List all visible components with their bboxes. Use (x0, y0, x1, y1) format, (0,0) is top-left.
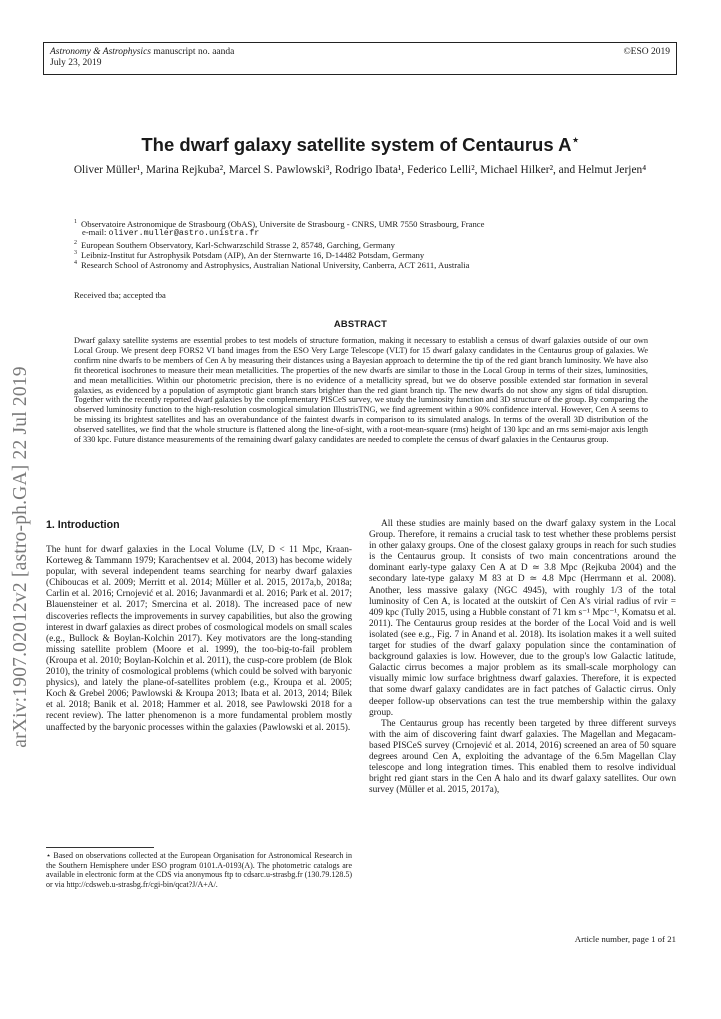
affiliation-4 (74, 258, 674, 270)
journal-line (50, 47, 234, 58)
left-column (46, 545, 352, 734)
affiliation-text: Research School of Astronomy and Astrophysics, Australian National University, Canberra, ACT 2611, Australia (81, 259, 470, 270)
affiliation-text: Leibniz-Institut fur Astrophysik Potsdam (AIP), An der Sternwarte 16, D-14482 Potsdam, Germany (81, 249, 425, 260)
abstract-heading: ABSTRACT (333, 318, 388, 329)
paper-title (0, 132, 721, 156)
arxiv-identifier[interactable]: arXiv:1907.02012v2 [astro-ph.GA] 22 Jul 2019 (10, 366, 31, 748)
running-header-box (43, 42, 677, 75)
paragraph: The Centaurus group has recently been targeted by three different surveys with the aim of discovering faint dwarf galaxies. The Magellan and Megacam-based PISCeS survey (Crnojević et al. 2014, 2016) screened an area of 50 square degrees around Cen A, exploiting the advantage of the 6.5m Magellan Clay telescope and long integration times. This enabled them to resolve individual bright red giant stars in the Cen A halo and its dwarf galaxy satellites. Our own survey (Müller et al. 2015, 2017a), (369, 718, 676, 796)
paper-title-text: The dwarf galaxy satellite system of Centaurus A (141, 134, 572, 156)
affiliation-number: 4 (74, 260, 77, 266)
footnote-text: ⋆ Based on observations collected at the European Organisation for Astronomical Research in the Southern Hemisphere under ESO program 0101.A-0193(A). The photometric catalogs are available in electronic form at the CDS via anonymous ftp to cdsarc.u-strasbg.fr (130.79.128.5) or via http://cdsweb.u-strasbg.fr/cgi-bin/qcat?J/A+A/. (46, 851, 352, 889)
right-column (369, 519, 676, 796)
affiliation-number: 1 (74, 219, 77, 225)
email-address[interactable]: oliver.muller@astro.unistra.fr (108, 228, 260, 238)
email-label: e-mail: (82, 227, 109, 237)
copyright-notice: ©ESO 2019 (623, 47, 670, 57)
title-footnote-mark: ⋆ (571, 132, 580, 147)
abstract-text: Dwarf galaxy satellite systems are essential probes to test models of structure formation, making it necessary to establish a census of dwarf galaxies outside of our own Local Group. We present deep FORS2 VI band images from the ESO Very Large Telescope (VLT) for 15 dwarf galaxy candidates in the Centaurus group of galaxies. We confirm nine dwarfs to be members of Cen A by measuring their distances using a Bayesian approach to determine the tip of the red giant branch luminosity. We have also fit theoretical isochrones to measure their mean metallicities. The properties of the new dwarfs are similar to those in the Local Group in terms of their sizes, luminosities, and mean metallicities. Within our photometric precision, there is no evidence of a metallicity spread, but we do observe possible extended star formation in several galaxies, as evidenced by a population of asymptotic giant branch stars brighter than the red giant branch tip. The new dwarfs do not show any signs of tidal disruption. Together with the recently reported dwarf galaxies by the complementary PISCeS survey, we study the luminosity function and 3D structure of the group. By comparing the observed luminosity function to the high-resolution cosmological simulation IllustrisTNG, we find agreement within a 90% confidence interval. However, Cen A seems to be missing its brightest satellites and has an overabundance of the faintest dwarfs in comparison to its simulated analogs. In terms of the overall 3D distribution of the observed satellites, we find that the whole structure is flattened along the line-of-sight, with a root-mean-square (rms) height of 130 kpc and an rms semi-major axis length of 330 kpc. Future distance measurements of the remaining dwarf galaxy candidates are needed to complete the census of dwarf galaxies in the Centaurus group. (74, 336, 648, 445)
footnote-divider (46, 847, 154, 848)
paragraph: All these studies are mainly based on the dwarf galaxy system in the Local Group. Therefore, it remains a crucial task to test whether these problems persist in other galaxy groups. One of the closest galaxy groups in reach for such studies is the Centaurus group. It consists of two main concentrations around the dominant early-type galaxy Cen A at D ≃ 3.8 Mpc (Rejkuba 2004) and the secondary late-type galaxy M 83 at D ≃ 4.8 Mpc (Herrmann et al. 2008). Another, less massive galaxy (NGC 4945), with roughly 1/3 of the total luminosity of Cen A, is located at the outskirt of Cen A's virial radius of rvir = 409 kpc (Tully 2015, using a Hubble constant of 71 km s⁻¹ Mpc⁻¹, Komatsu et al. 2011). The Centaurus group resides at the border of the Local Void and is well isolated (see e.g., Fig. 7 in Anand et al. 2018). Its isolation makes it a well suited target for studies of the dwarf galaxy population since the contamination of background galaxies is low. However, due to the group's low Galactic latitude, Galactic cirrus becomes a major problem as its small-scale morphology can visually mimic low surface brightness dwarf galaxies. Therefore, it is expected that some dwarf galaxy candidates are in fact patches of Galactic cirrus. Only deeper follow-up observations can test the true membership within the galaxy group. (369, 519, 676, 718)
paragraph: The hunt for dwarf galaxies in the Local Volume (LV, D < 11 Mpc, Kraan-Korteweg & Tammann 1979; Karachentsev et al. 2004, 2013) has become widely popular, with several independent teams searching for nearby dwarf galaxies (Chiboucas et al. 2009; Merritt et al. 2014; Müller et al. 2015, 2017a,b, 2018a; Carlin et al. 2016; Crnojević et al. 2016; Javanmardi et al. 2016; Park et al. 2017; Blauensteiner et al. 2017; Smercina et al. 2018). The increased pace of new discoveries reflects the improvements in survey capabilities, but also the growing interest in dwarf galaxies as direct probes of cosmological models on small scales (e.g., Bullock & Boylan-Kolchin 2017). Key motivators are the long-standing missing satellite problem (Moore et al. 1999), the too-big-to-fail problem (Kroupa et al. 2010; Boylan-Kolchin et al. 2011), the cusp-core problem (de Blok 2010), the trinity of cosmological problems (which could be solved with baryonic physics), and lately the plane-of-satellites problem (e.g., Kroupa et al. 2005; Koch & Grebel 2006; Pawlowski & Kroupa 2013; Ibata et al. 2013, 2014; Bílek et al. 2018; Banik et al. 2018; Hammer et al. 2018, see Pawlowski 2018 for a recent review). The latter phenomenon is a more fundamental problem mostly unaffected by the baryonic processes within the galaxies (Pawlowski et al. 2015). (46, 545, 352, 733)
page-number: Article number, page 1 of 21 (574, 934, 676, 944)
affiliation-number: 3 (74, 250, 77, 256)
manuscript-number: manuscript no. aanda (150, 47, 235, 57)
affiliation-text: European Southern Observatory, Karl-Schwarzschild Strasse 2, 85748, Garching, Germany (81, 239, 395, 250)
author-list: Oliver Müller¹, Marina Rejkuba², Marcel S. Pawlowski³, Rodrigo Ibata¹, Federico Lelli², Michael Hilker², and Helmut Jerjen⁴ (73, 164, 647, 176)
affiliation-number: 2 (74, 240, 77, 246)
affiliation-text: Observatoire Astronomique de Strasbourg (ObAS), Universite de Strasbourg - CNRS, UMR 7550 Strasbourg, France (81, 218, 485, 229)
received-dates: Received tba; accepted tba (74, 290, 166, 300)
affiliation-email (82, 227, 682, 238)
section-heading-introduction: 1. Introduction (46, 519, 120, 531)
manuscript-date: July 23, 2019 (50, 58, 102, 68)
journal-name: Astronomy & Astrophysics (50, 47, 151, 57)
